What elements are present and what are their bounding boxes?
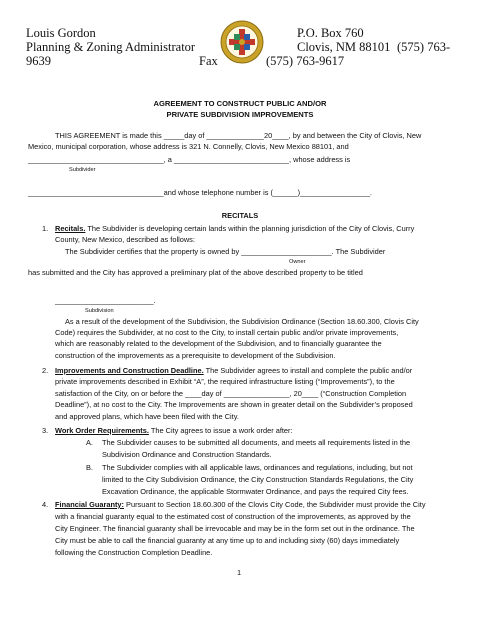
section-4-text1: Pursuant to Section 18.60.300 of the Clovis City Code, the Subdivider must provide the City [124,500,426,509]
agreement-title-line1: AGREEMENT TO CONSTRUCT PUBLIC AND/OR [153,99,327,108]
section-2-line2: private improvements described in Exhibit “A”, the required infrastructure listing (“Improvements”), to the [55,377,395,386]
section-1-line8: which are reasonably related to the development of the Subdivision, and to financially guarantee the [55,339,382,348]
section-1-line7: Code) requires the Subdivider, at no cost to the City, to install certain public and/or private improvements, [55,328,399,337]
intro-line2: Mexico, municipal corporation, whose address is 321 N. Connelly, Clovis, New Mexico 88101, and [28,142,349,151]
city-seal-icon [220,20,264,64]
header-fax-label: Fax [199,54,218,68]
item-a-line1: The Subdivider causes to be submitted all documents, and meets all requirements listed in the [102,438,411,447]
header-name: Louis Gordon [26,26,96,40]
section-1-line1 [55,224,414,234]
section-1-line2: County, New Mexico, described as follows: [55,235,195,244]
section-3-number: 3. [42,426,49,435]
item-b-line3: Excavation Ordinance, the applicable Stormwater Ordinance, and pays the required City fees. [102,487,409,496]
section-1-text1: The Subdivider is developing certain lands within the planning jurisdiction of the City of Clovis, Curry [85,224,415,233]
section-1-line4: has submitted and the City has approved a preliminary plat of the above described property to be titled [28,268,363,277]
section-2-line1 [55,366,412,376]
recitals-heading: RECITALS [221,211,259,220]
section-2-line5: and approved plans, which have been filed with the City. [55,412,239,421]
section-4-line2: with a financial guaranty equal to the estimated cost of construction of the improvements, as approved by the [55,512,411,521]
section-4-line4: City must be able to call the financial guaranty at any time up to and including sixty (60) days immediately [55,536,400,545]
label-subdivision: Subdivision [85,308,114,314]
section-3-heading: Work Order Requirements. [55,426,149,435]
section-4-heading: Financial Guaranty: [55,500,124,509]
header-fax: (575) 763-9617 [266,54,345,68]
item-a-label: A. [86,438,93,447]
agreement-title-line2: PRIVATE SUBDIVISION IMPROVEMENTS [166,110,314,119]
section-3-line1 [55,426,293,436]
section-2-line3: satisfaction of the City, on or before the ____day of ________________, 20____ (“Construction Completion [55,389,407,398]
page-number: 1 [237,568,242,577]
section-2-number: 2. [42,366,49,375]
section-2-line4: Deadline”), at no cost to the City. The Improvements are shown in greater detail on the Subdivider’s proposed [55,400,413,409]
item-a-line2: Subdivision Ordinance and Construction Standards. [102,450,272,459]
intro-line4: _________________________________and whose telephone number is (______)_________________. [28,188,372,197]
section-3-text1: The City agrees to issue a work order after: [148,426,293,435]
section-2-heading: Improvements and Construction Deadline. [55,366,204,375]
section-1-heading: Recitals. [55,224,86,233]
section-1-line5: ________________________. [55,296,156,305]
intro-line3: _________________________________, a ____________________________, whose address is [28,155,351,164]
header-po-box: P.O. Box 760 [297,26,364,40]
section-4-line5: following the Construction Completion Deadline. [55,548,213,557]
section-1-number: 1. [42,224,49,233]
item-b-line2: limited to the City Subdivision Ordinance, the City Construction Standards Regulations, the City [102,475,414,484]
section-1-line9: construction of the improvements as a prerequisite to development of the Subdivision. [55,351,336,360]
header-city: Clovis, NM 88101 [297,40,391,54]
label-subdivider: Subdivider [69,167,96,173]
label-owner: Owner [289,259,306,265]
header-role: Planning & Zoning Administrator [26,40,196,54]
section-4-line3: City Engineer. The financial guaranty shall be irrevocable and may be in the form set out in the ordinance. The [55,524,415,533]
header-phone: (575) 763- [397,40,451,54]
section-1-line3: The Subdivider certifies that the property is owned by ______________________. The Subdivider [65,247,386,256]
section-2-text1: The Subdivider agrees to install and complete the public and/or [203,366,413,375]
section-4-number: 4. [42,500,49,509]
section-4-line1 [55,500,426,510]
item-b-line1: The Subdivider complies with all applicable laws, ordinances and regulations, including, but not [102,463,413,472]
header-phone-cont: 9639 [26,54,51,68]
item-b-label: B. [86,463,93,472]
intro-line1: THIS AGREEMENT is made this _____day of ______________20____, by and between the City of Clovis, New [55,131,422,140]
section-1-line6: As a result of the development of the Subdivision, the Subdivision Ordinance (Section 18.60.300, Clovis City [65,317,419,326]
